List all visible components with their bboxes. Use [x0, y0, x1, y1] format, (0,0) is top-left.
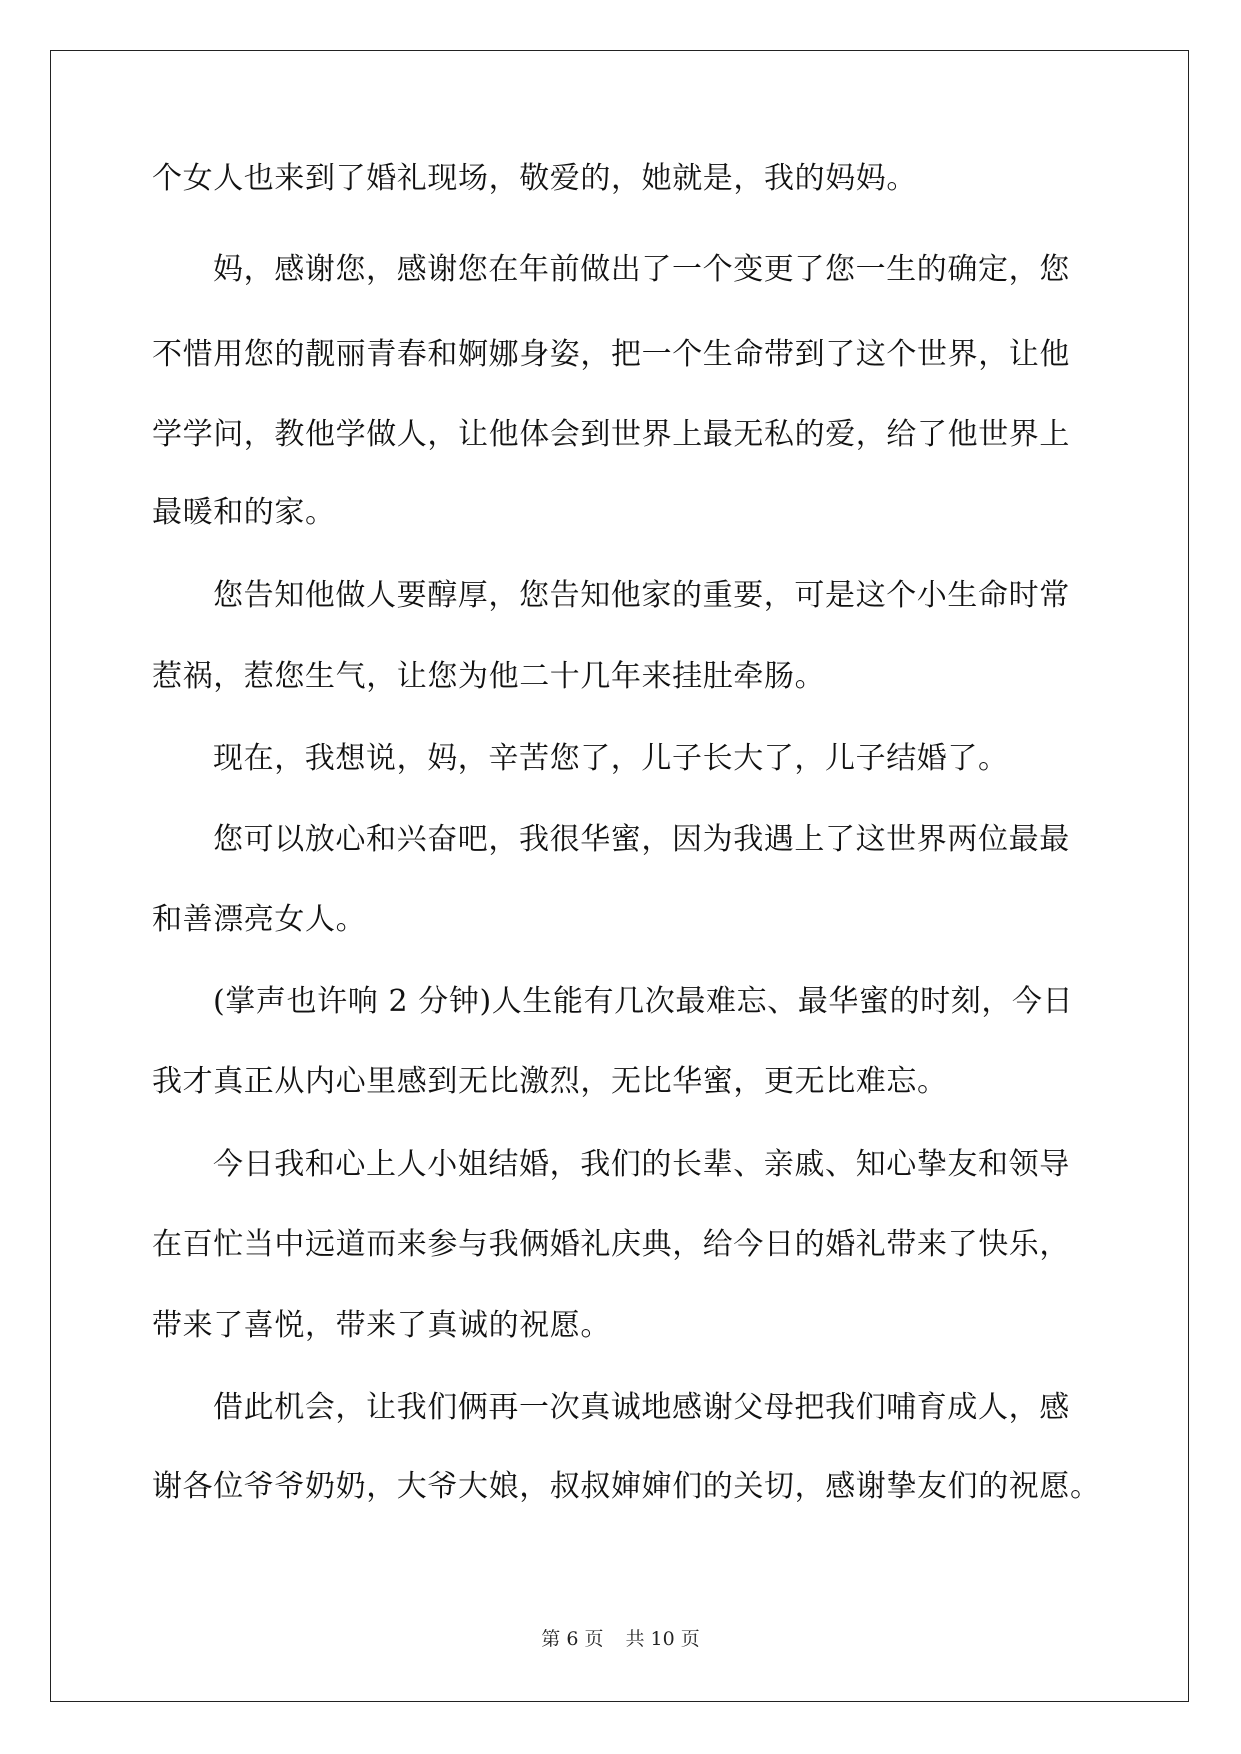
page-number: 第 6 页 — [541, 1628, 604, 1650]
text-line: (掌声也许响 2 分钟)人生能有几次最难忘、最华蜜的时刻，今日 — [213, 984, 1074, 1019]
text-line: 个女人也来到了婚礼现场，敬爱的，她就是，我的妈妈。 — [152, 161, 917, 196]
text-line: 现在，我想说，妈，辛苦您了，儿子长大了，儿子结婚了。 — [213, 741, 1009, 776]
text-line: 学学问，教他学做人，让他体会到世界上最无私的爱，给了他世界上 — [152, 417, 1070, 452]
text-line: 不惜用您的靓丽青春和婀娜身姿，把一个生命带到了这个世界，让他 — [152, 337, 1070, 372]
text-line: 借此机会，让我们俩再一次真诚地感谢父母把我们哺育成人，感 — [213, 1390, 1070, 1425]
text-line: 您告知他做人要醇厚，您告知他家的重要，可是这个小生命时常 — [213, 578, 1070, 613]
text-line: 惹祸，惹您生气，让您为他二十几年来挂肚牵肠。 — [152, 659, 826, 694]
text-line: 最暖和的家。 — [152, 495, 336, 530]
text-line: 今日我和心上人小姐结婚，我们的长辈、亲戚、知心挚友和领导 — [213, 1147, 1070, 1182]
text-line: 带来了喜悦，带来了真诚的祝愿。 — [152, 1308, 611, 1343]
text-line: 我才真正从内心里感到无比激烈，无比华蜜，更无比难忘。 — [152, 1064, 948, 1099]
page-footer — [0, 1626, 1241, 1652]
text-line: 谢各位爷爷奶奶，大爷大娘，叔叔婶婶们的关切，感谢挚友们的祝愿。 — [152, 1469, 1101, 1504]
text-line: 妈，感谢您，感谢您在年前做出了一个变更了您一生的确定，您 — [213, 252, 1070, 287]
page-total: 共 10 页 — [625, 1628, 700, 1650]
text-line: 和善漂亮女人。 — [152, 902, 367, 937]
text-line: 您可以放心和兴奋吧，我很华蜜，因为我遇上了这世界两位最最 — [213, 822, 1070, 857]
text-line: 在百忙当中远道而来参与我俩婚礼庆典，给今日的婚礼带来了快乐， — [152, 1227, 1070, 1262]
page-border — [50, 50, 1189, 1702]
